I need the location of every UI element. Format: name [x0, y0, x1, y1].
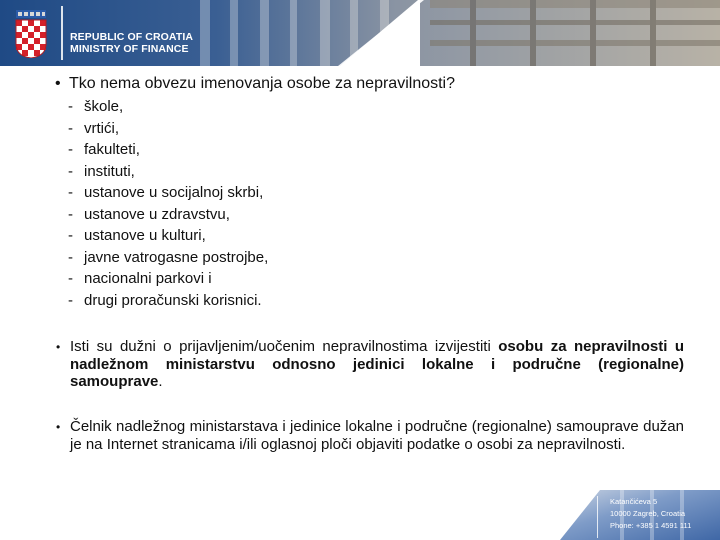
- footer-divider: [597, 496, 598, 538]
- reporting-obligation-paragraph: Isti su dužni o prijavljenim/uočenim nepravilnostima izvijestiti osobu za nepravilnosti u nadležnom ministarstvu odnosno jedinici lokalne i područne (regionalne) samouprave.: [70, 338, 684, 390]
- ministry-line-country: REPUBLIC OF CROATIA: [70, 31, 194, 43]
- address-phone: Phone: +385 1 4591 111: [610, 521, 692, 530]
- responsible-person-text: osobu za nepravilnosti u nadležnom ministarstvu odnosno jedinici lokalne i područne (regionalne) samouprave: [70, 338, 684, 390]
- ministry-line-ministry: MINISTRY OF FINANCE: [70, 43, 189, 55]
- publication-obligation-paragraph: Čelnik nadležnog ministarstava i jedinice lokalne i područne (regionalne) samouprave dužan je na Internet stranicama i/ili oglasnoj ploči objaviti podatke o osobi za nepravilnosti.: [70, 418, 684, 453]
- list-item: - ustanove u zdravstvu,: [68, 205, 230, 223]
- question-bullet: [55, 75, 455, 93]
- list-item: - nacionalni parkovi i: [68, 270, 212, 287]
- croatian-coat-of-arms-icon: [14, 10, 48, 58]
- address-city: 10000 Zagreb, Croatia: [610, 509, 686, 518]
- question-text: Tko nema obvezu imenovanja osobe za nepravilnosti?: [69, 75, 456, 92]
- bullet-dot: •: [56, 340, 61, 354]
- list-item: - škole,: [68, 98, 124, 115]
- header-banner: [0, 0, 720, 66]
- list-item: - vrtići,: [68, 119, 119, 137]
- list-item: - ustanove u socijalnoj skrbi,: [68, 184, 264, 201]
- bullet-dot: •: [56, 420, 61, 434]
- institution-list: [68, 96, 268, 311]
- list-item: - instituti,: [68, 162, 135, 180]
- ministry-name: [70, 31, 193, 55]
- footer-address: [610, 496, 691, 532]
- list-item: - javne vatrogasne postrojbe,: [68, 248, 269, 266]
- bullet-dot: •: [55, 75, 61, 92]
- list-item: - fakulteti,: [68, 141, 140, 158]
- list-item: - ustanove u kulturi,: [68, 227, 206, 244]
- footer-address-block: [560, 490, 720, 540]
- header-divider: [61, 6, 63, 60]
- address-street: Katančićeva 5: [610, 497, 658, 506]
- list-item: - drugi proračunski korisnici.: [68, 291, 262, 309]
